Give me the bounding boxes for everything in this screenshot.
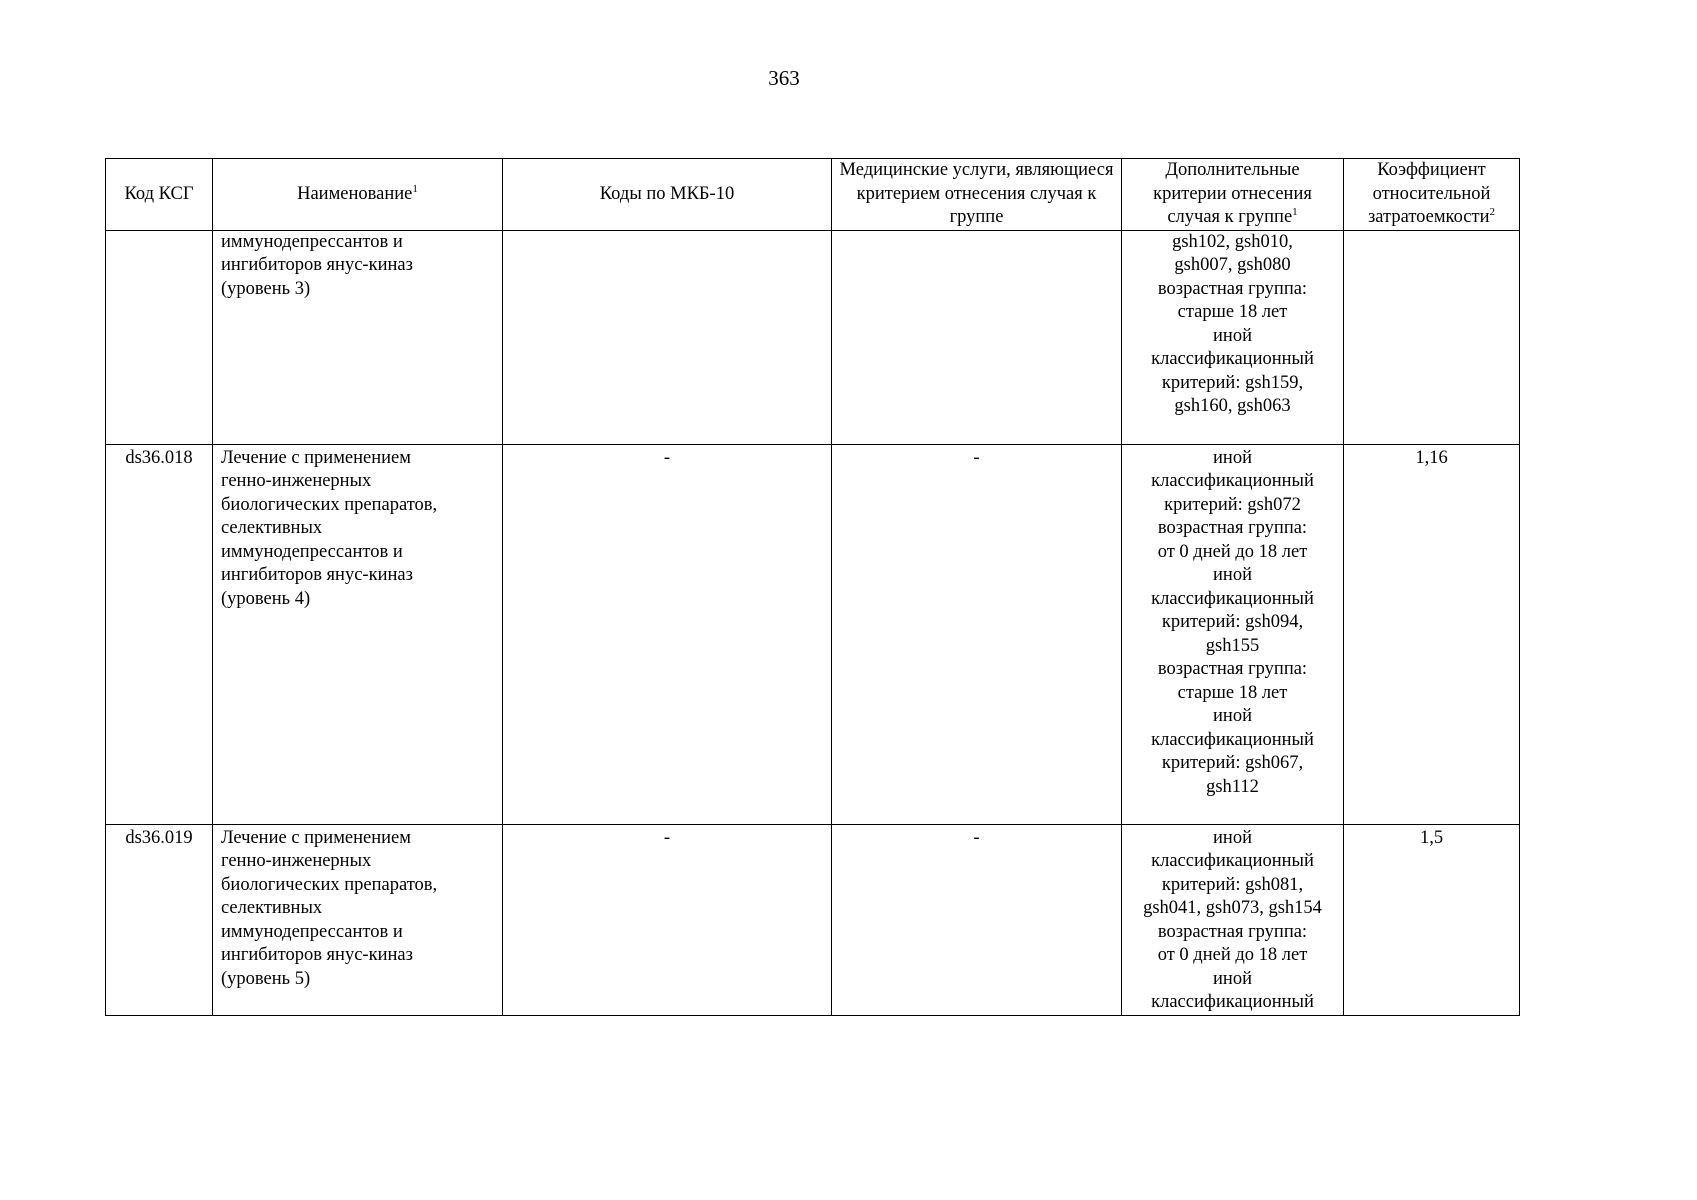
ksg-table [105,158,1520,1016]
cell-services: - [832,824,1122,1015]
header-extra: Дополнительные критерии отнесения случая к группе$^1$ [1122,159,1344,231]
cell-code: ds36.018 [106,444,213,824]
header-code: Код КСГ [106,159,213,231]
cell-line: селективных [221,898,323,918]
cell-line: генно-инженерных [221,851,372,871]
cell-icd [503,230,832,444]
cell-coef: 1,16 [1344,444,1520,824]
footnote-mark: 1 [1292,205,1298,218]
cell-line: классификационный [1151,588,1314,609]
cell-line: иммунодепрессантов и [221,541,403,562]
cell-line: биологических препаратов, [221,874,438,895]
cell-code: ds36.019 [106,824,213,1015]
cell-line: gsh160, gsh063 [1174,396,1291,416]
cell-line: ингибиторов янус-киназ [221,565,413,585]
cell-line: возрастная группа: [1157,659,1308,679]
cell-line: иной [1213,325,1252,346]
cell-line: возрастная группа: [1157,518,1308,538]
cell-line: иммунодепрессантов и [221,921,403,942]
cell-line: классификационный [1151,851,1314,871]
cell-line: критерий: gsh159, [1161,372,1304,393]
cell-line: от 0 дней до 18 лет [1157,945,1308,965]
cell-line: биологических препаратов, [221,494,438,515]
header-name: Наименование$^1$ [213,159,503,231]
table-header-row [106,159,1520,231]
cell-icd: - [503,824,832,1015]
header-coef: Коэффициент относительной затратоемкости$^2$ [1344,159,1520,231]
cell-line: классификационный [1151,349,1314,369]
cell-coef: 1,5 [1344,824,1520,1015]
cell-coef [1344,230,1520,444]
cell-code [106,230,213,444]
cell-line: классификационный [1151,729,1314,750]
cell-line: критерий: gsh072 [1164,494,1301,515]
table-row [106,824,1520,1015]
cell-line: иной [1213,968,1252,989]
cell-extra [1122,824,1344,1015]
table-row [106,444,1520,824]
cell-line: ингибиторов янус-киназ [221,255,413,275]
cell-line: критерий: gsh081, [1161,874,1304,895]
cell-line: (уровень 4) [221,588,311,609]
cell-extra [1122,230,1344,444]
cell-line: gsh102, gsh010, [1172,231,1293,252]
cell-line: Лечение с применением [221,447,411,468]
cell-line: иной [1213,447,1252,468]
footnote-mark: 2 [1489,205,1496,218]
cell-line: иммунодепрессантов и [221,231,403,252]
cell-name [213,230,503,444]
cell-line: (уровень 5) [221,968,311,989]
cell-line: (уровень 3) [221,278,311,299]
page-number: 363 [768,66,800,90]
cell-line: селективных [221,518,323,538]
cell-line: Лечение с применением [221,827,411,848]
cell-line: gsh155 [1205,635,1260,656]
cell-services [832,230,1122,444]
cell-line: классификационный [1151,992,1314,1012]
cell-icd: - [503,444,832,824]
cell-extra [1122,444,1344,824]
cell-line: от 0 дней до 18 лет [1157,541,1308,562]
cell-line: старше 18 лет [1177,682,1288,703]
cell-line: возрастная группа: [1157,278,1308,299]
cell-line: gsh112 [1206,776,1259,797]
cell-line: ингибиторов янус-киназ [221,945,413,965]
cell-line: классификационный [1151,471,1314,491]
cell-line: критерий: gsh094, [1161,612,1304,632]
cell-line: gsh007, gsh080 [1174,255,1291,275]
header-icd: Коды по МКБ-10 [503,159,832,231]
cell-line: возрастная группа: [1157,921,1308,942]
table-row [106,230,1520,444]
cell-line: иной [1213,827,1252,848]
cell-services: - [832,444,1122,824]
cell-name [213,444,503,824]
header-services: Медицинские услуги, являющиеся критерием отнесения случая к группе [832,159,1122,231]
cell-line: иной [1213,565,1252,585]
cell-line: генно-инженерных [221,471,372,491]
cell-line: старше 18 лет [1177,302,1288,322]
cell-line: критерий: gsh067, [1161,753,1304,773]
cell-line: иной [1213,706,1252,726]
cell-name [213,824,503,1015]
footnote-mark: 1 [412,182,418,195]
cell-line: gsh041, gsh073, gsh154 [1143,898,1322,918]
